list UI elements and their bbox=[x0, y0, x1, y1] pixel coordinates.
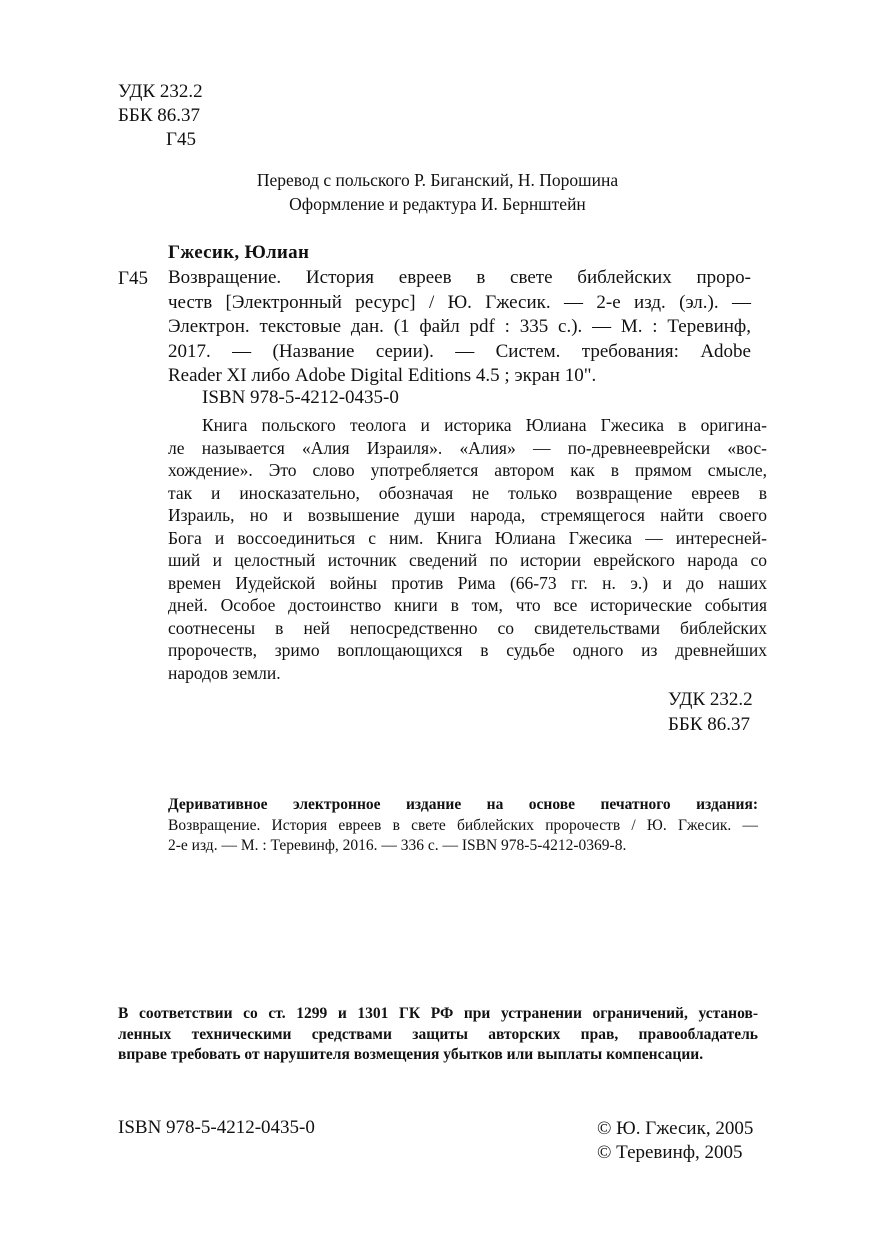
author-heading: Гжесик, Юлиан bbox=[168, 242, 310, 263]
footer-isbn: ISBN 978-5-4212-0435-0 bbox=[118, 1117, 315, 1138]
annotation-line: Израиль, но и возвышение души народа, стремящегося найти своего bbox=[168, 505, 767, 525]
bibliographic-description bbox=[168, 266, 751, 389]
legal-line: вправе требовать от нарушителя возмещения убытков или выплаты компенсации. bbox=[118, 1046, 704, 1063]
bbk-code: ББК 86.37 bbox=[118, 105, 200, 126]
derivative-line: 2-е изд. — М. : Теревинф, 2016. — 336 с. — ISBN 978-5-4212-0369-8. bbox=[168, 837, 627, 854]
annotation-line: хождение». Это слово употребляется автором как в прямом смысле, bbox=[168, 460, 767, 480]
annotation-line: ле называется «Алия Израиля». «Алия» — по-древнееврейски «вос- bbox=[168, 437, 767, 458]
translation-credit: Перевод с польского Р. Биганский, Н. Порошина bbox=[256, 170, 619, 190]
annotation-line: пророчеств, зримо воплощающихся в судьбе одного из древнейших bbox=[168, 640, 767, 660]
annotation-line: Книга польского теолога и историка Юлиана Гжесика в оригина- bbox=[202, 415, 767, 435]
annotation-line: дней. Особое достоинство книги в том, что все исторические события bbox=[168, 595, 767, 615]
annotation-line: так и иносказательно, обозначая не только возвращение евреев в bbox=[168, 482, 767, 503]
bib-line: Электрон. текстовые дан. (1 файл pdf : 335 с.). — М. : Теревинф, bbox=[168, 316, 751, 337]
udk-code-repeat: УДК 232.2 bbox=[668, 689, 753, 710]
classification-codes bbox=[118, 80, 203, 152]
bib-line: 2017. — (Название серии). — Систем. требования: Adobe bbox=[168, 340, 751, 362]
legal-line: ленных техническими средствами защиты авторских прав, правообладатель bbox=[118, 1025, 758, 1043]
derivative-heading: Деривативное электронное издание на основе печатного издания: bbox=[168, 796, 758, 813]
annotation-line: Бога и воссоединиться с ним. Книга Юлиана Гжесика — интересней- bbox=[168, 527, 767, 548]
classification-codes-repeat bbox=[668, 687, 753, 737]
credits bbox=[0, 168, 875, 216]
bib-line: Возвращение. История евреев в свете библейских проро- bbox=[168, 267, 751, 288]
record-author-mark: Г45 bbox=[118, 268, 148, 289]
bbk-code-repeat: ББК 86.37 bbox=[668, 714, 750, 735]
design-credit: Оформление и редактура И. Бернштейн bbox=[289, 194, 586, 214]
copyright-author: © Ю. Гжесик, 2005 bbox=[597, 1118, 754, 1139]
author-mark: Г45 bbox=[166, 129, 196, 150]
legal-notice bbox=[118, 1004, 758, 1066]
legal-line: В соответствии со ст. 1299 и 1301 ГК РФ при устранении ограничений, установ- bbox=[118, 1005, 758, 1022]
annotation-line: народов земли. bbox=[168, 662, 281, 683]
annotation bbox=[168, 414, 767, 684]
bib-line: честв [Электронный ресурс] / Ю. Гжесик. — 2-е изд. (эл.). — bbox=[168, 291, 751, 313]
derivative-line: Возвращение. История евреев в свете библейских пророчеств / Ю. Гжесик. — bbox=[168, 816, 758, 834]
copyright-block bbox=[597, 1117, 753, 1165]
annotation-line: ший и целостный источник сведений по истории еврейского народа со bbox=[168, 550, 767, 570]
record-isbn: ISBN 978-5-4212-0435-0 bbox=[202, 387, 399, 408]
copyright-publisher: © Теревинф, 2005 bbox=[597, 1142, 743, 1163]
derivative-edition-note bbox=[168, 795, 758, 857]
udk-code: УДК 232.2 bbox=[118, 81, 203, 102]
annotation-line: времен Иудейской войны против Рима (66-73 гг. н. э.) и до наших bbox=[168, 572, 767, 593]
annotation-line: соотнесены в ней непосредственно со свидетельствами библейских bbox=[168, 617, 767, 638]
bib-line: Reader XI либо Adobe Digital Editions 4.5 ; экран 10". bbox=[168, 365, 597, 386]
